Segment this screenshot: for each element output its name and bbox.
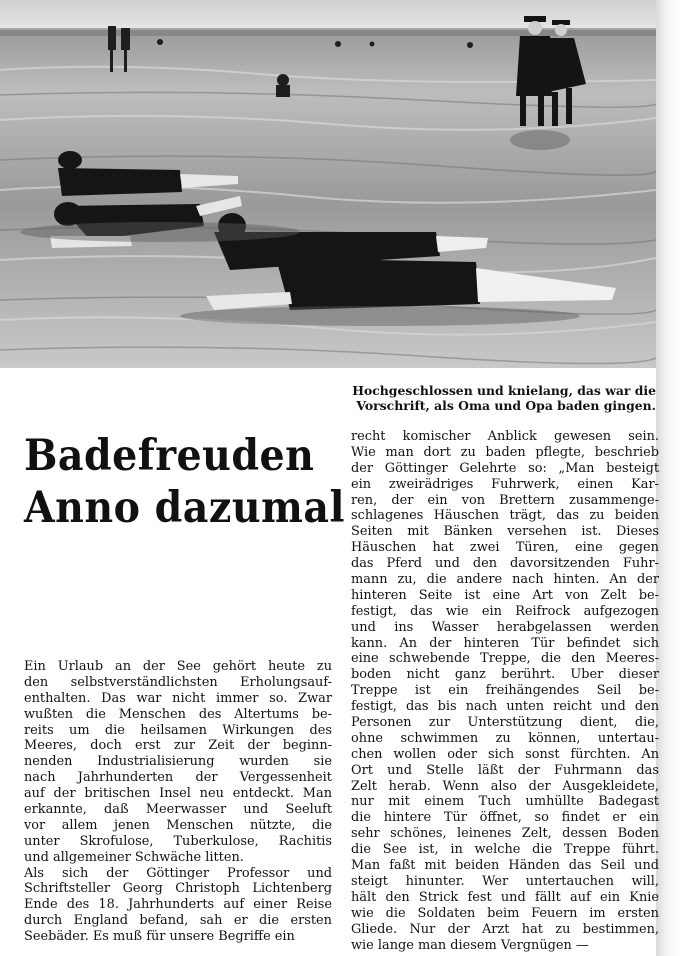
text-line: Zelt herab. Wenn also der Ausgekleidete, <box>351 778 659 794</box>
text-line: wie lange man diesem Vergnügen — <box>351 937 589 953</box>
text-line: den selbstverständlichsten Erholungsauf- <box>24 674 332 690</box>
text-line: Treppe ist ein freihängendes Seil be- <box>351 683 659 699</box>
caption-line: Vorschrift, als Oma und Opa baden gingen. <box>356 398 656 413</box>
caption-line: Hochgeschlossen und knielang, das war die <box>352 383 656 398</box>
text-line: boden nicht ganz berührt. Über dieser <box>351 667 659 683</box>
text-line: Ort und Stelle läßt der Fuhrmann das <box>351 762 659 778</box>
page-edge <box>656 0 681 956</box>
text-line: wie die Soldaten beim Feuern im ersten <box>351 905 659 921</box>
text-line: nenden Industrialisierung wurden sie <box>24 754 332 770</box>
photo-caption <box>346 383 656 413</box>
text-line: die hintere Tür öffnet, so findet er ein <box>351 810 659 826</box>
text-line: Als sich der Göttinger Professor und <box>24 865 332 881</box>
headline-line: Anno dazumal <box>24 483 345 533</box>
text-line: ren, der ein von Brettern zusammenge- <box>351 492 659 508</box>
text-line: unter Skrofulose, Tuberkulose, Rachitis <box>24 833 332 849</box>
text-line: Schriftsteller Georg Christoph Lichtenberg <box>24 881 332 897</box>
text-line: Meeres, doch erst zur Zeit der beginn- <box>24 738 332 754</box>
article-column-left <box>24 659 332 945</box>
text-line: Ende des 18. Jahrhunderts auf einer Reise <box>24 897 332 913</box>
text-line: vor allem jenen Menschen nützte, die <box>24 817 332 833</box>
article-column-right <box>351 429 659 953</box>
article-headline <box>24 430 345 534</box>
headline-line: Badefreuden <box>24 431 315 481</box>
text-line: hält den Strick fest und fällt auf ein Knie <box>351 889 659 905</box>
text-line: nur mit einem Tuch umhüllte Badegast <box>351 794 659 810</box>
text-line: eine schwebende Treppe, die den Meeres- <box>351 651 659 667</box>
text-line: festigt, das wie ein Reifrock aufgezogen <box>351 603 659 619</box>
text-line: festigt, das bis nach unten reicht und den <box>351 699 659 715</box>
text-line: kann. An der hinteren Tür befindet sich <box>351 635 659 651</box>
text-line: der Göttinger Gelehrte so: „Man besteigt <box>351 460 659 476</box>
text-line: ohne schwimmen zu können, untertau- <box>351 730 659 746</box>
text-line: das Pferd und den davorsitzenden Fuhr- <box>351 556 659 572</box>
text-line: Häuschen hat zwei Türen, eine gegen <box>351 540 659 556</box>
text-line: sehr schönes, leinenes Zelt, dessen Boden <box>351 826 659 842</box>
text-line: ein zweirädriges Fuhrwerk, einen Kar- <box>351 476 659 492</box>
text-line: Man faßt mit beiden Händen das Seil und <box>351 858 659 874</box>
text-line: recht komischer Anblick gewesen sein. <box>351 429 659 444</box>
text-line: wußten die Menschen des Altertums be- <box>24 706 332 722</box>
text-line: durch England befand, sah er die ersten <box>24 913 332 929</box>
text-line: reits um die heilsamen Wirkungen des <box>24 722 332 738</box>
text-line: die See ist, in welche die Treppe führt. <box>351 842 659 858</box>
text-line: und allgemeiner Schwäche litten. <box>24 849 244 865</box>
text-line: mann zu, die andere nach hinten. An der <box>351 572 659 588</box>
text-line: Seiten mit Bänken versehen ist. Dieses <box>351 524 659 540</box>
text-line: Personen zur Unterstützung dient, die, <box>351 715 659 731</box>
text-line: Gliede. Nur der Arzt hat zu bestimmen, <box>351 921 659 937</box>
text-line: erkannte, daß Meerwasser und Seeluft <box>24 802 332 818</box>
text-line: auf der britischen Insel neu entdeckt. Man <box>24 786 332 802</box>
text-line: und ins Wasser herabgelassen werden <box>351 619 659 635</box>
text-line: nach Jahrhunderten der Vergessenheit <box>24 770 332 786</box>
text-line: Wie man dort zu baden pflegte, beschrieb <box>351 444 659 460</box>
text-line: steigt hinunter. Wer untertauchen will, <box>351 873 659 889</box>
text-line: chen wollen oder sich sonst fürchten. An <box>351 746 659 762</box>
text-line: Seebäder. Es muß für unsere Begriffe ein <box>24 929 295 945</box>
text-line: enthalten. Das war nicht immer so. Zwar <box>24 690 332 706</box>
text-line: schlagenes Häuschen trägt, das zu beiden <box>351 508 659 524</box>
text-line: hinteren Seite ist eine Art von Zelt be- <box>351 587 659 603</box>
beach-photograph <box>0 0 656 368</box>
text-line: Ein Urlaub an der See gehört heute zu <box>24 659 332 674</box>
